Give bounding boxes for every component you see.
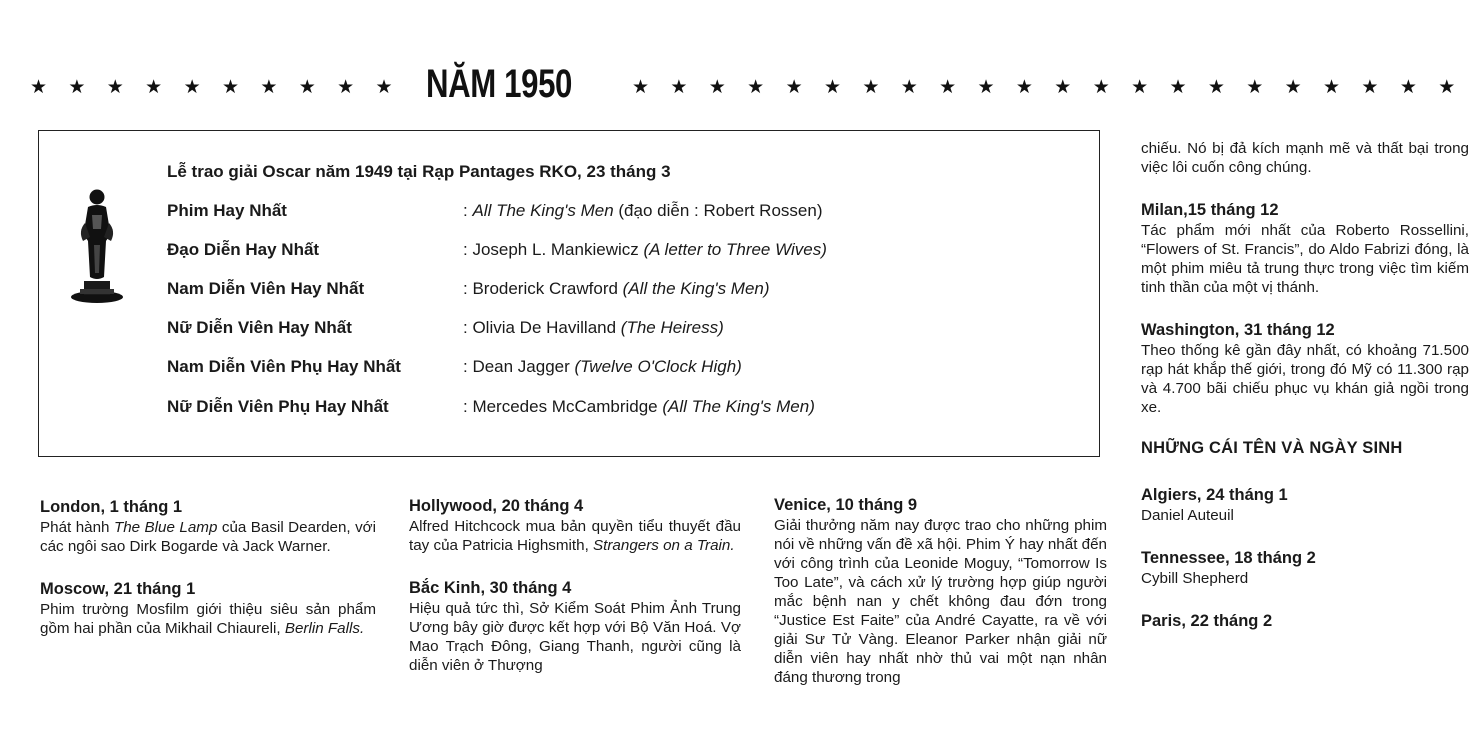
- award-category: Nam Diễn Viên Hay Nhất: [167, 279, 365, 298]
- stars-left-decoration: [30, 78, 414, 97]
- entry-heading: Venice, 10 tháng 9: [774, 496, 918, 514]
- star-icon: ★: [221, 77, 239, 98]
- star-icon: ★: [785, 77, 803, 98]
- award-category: Nữ Diễn Viên Phụ Hay Nhất: [167, 397, 389, 416]
- star-icon: ★: [1438, 77, 1456, 98]
- entry-heading: Bắc Kinh, 30 tháng 4: [409, 579, 572, 597]
- entry-body: Phát hành The Blue Lamp của Basil Dearden, với các ngôi sao Dirk Bogarde và Jack Warner.: [40, 519, 377, 555]
- star-icon: ★: [939, 77, 957, 98]
- news-entry: [40, 496, 376, 556]
- star-icon: ★: [1015, 77, 1033, 98]
- award-winner: : Mercedes McCambridge (All The King's Men): [463, 397, 815, 416]
- star-icon: ★: [1054, 77, 1072, 98]
- entry-heading: Hollywood, 20 tháng 4: [409, 497, 584, 515]
- news-entry: [40, 578, 376, 638]
- star-icon: ★: [337, 77, 355, 98]
- star-icon: ★: [1399, 77, 1417, 98]
- entry-heading: Washington, 31 tháng 12: [1141, 321, 1335, 339]
- star-icon: ★: [977, 77, 995, 98]
- star-icon: ★: [900, 77, 918, 98]
- column-1: [40, 496, 376, 660]
- award-winner: : All The King's Men (đạo diễn : Robert Rossen): [463, 201, 823, 220]
- entry-heading: Algiers, 24 tháng 1: [1141, 486, 1288, 504]
- star-icon: ★: [30, 77, 48, 98]
- star-icon: ★: [145, 77, 163, 98]
- star-icon: ★: [183, 77, 201, 98]
- column-2: [409, 495, 741, 697]
- news-entry: [774, 494, 1107, 687]
- news-entry: [1141, 199, 1469, 297]
- entry-body: chiếu. Nó bị đả kích mạnh mẽ và thất bại trong việc lôi cuốn công chúng.: [1141, 140, 1469, 176]
- star-icon: ★: [670, 77, 688, 98]
- award-category: Đạo Diễn Hay Nhất: [167, 240, 320, 259]
- oscar-statuette-icon: [66, 185, 128, 305]
- stars-right-decoration: [632, 78, 1477, 97]
- award-winner: : Broderick Crawford (All the King's Men): [463, 279, 770, 298]
- entry-body: Theo thống kê gần đây nhất, có khoảng 71.500 rạp hát khắp thế giới, trong đó Mỹ có 11.300 rạp và 4.700 bãi chiếu phục vụ khán giả ngồi trong xe.: [1141, 342, 1469, 416]
- award-category: Nam Diễn Viên Phụ Hay Nhất: [167, 357, 401, 376]
- entry-body: Tác phẩm mới nhất của Roberto Rossellini, “Flowers of St. Francis”, do Aldo Fabrizi đóng, là một phim miêu tả trung thực trong việc tìm kiếm tinh thần của một vị thánh.: [1141, 222, 1469, 296]
- star-icon: ★: [1246, 77, 1264, 98]
- entry-body: Hiệu quả tức thì, Sở Kiểm Soát Phim Ảnh Trung Ương bây giờ được kết hợp với Bộ Văn Hoá. Vợ Mao Trạch Đông, Giang Thanh, người cũng là diễn viên ở Thượng: [409, 600, 741, 674]
- star-icon: ★: [1092, 77, 1110, 98]
- entry-heading: Tennessee, 18 tháng 2: [1141, 549, 1316, 567]
- entry-heading: Moscow, 21 tháng 1: [40, 580, 196, 598]
- star-icon: ★: [1207, 77, 1225, 98]
- news-entry: [1141, 547, 1469, 588]
- column-4: [1141, 139, 1469, 654]
- star-icon: ★: [1131, 77, 1149, 98]
- news-entry: [409, 577, 741, 675]
- awards-title: Lễ trao giải Oscar năm 1949 tại Rạp Pantages RKO, 23 tháng 3: [167, 162, 671, 181]
- star-icon: ★: [260, 77, 278, 98]
- award-winner: : Dean Jagger (Twelve O'Clock High): [463, 357, 742, 376]
- star-icon: ★: [823, 77, 841, 98]
- star-icon: ★: [1361, 77, 1379, 98]
- star-icon: ★: [1323, 77, 1341, 98]
- award-category: Phim Hay Nhất: [167, 201, 287, 220]
- news-entry: [1141, 139, 1469, 177]
- star-icon: ★: [632, 77, 650, 98]
- entry-body: Phim trường Mosfilm giới thiệu siêu sản phẩm gồm hai phần của Mikhail Chiaureli, Berlin Falls.: [40, 601, 376, 637]
- entry-heading: London, 1 tháng 1: [40, 498, 183, 516]
- entry-body: Daniel Auteuil: [1141, 507, 1234, 524]
- column-3: [774, 494, 1107, 709]
- entry-heading: Paris, 22 tháng 2: [1141, 612, 1273, 630]
- news-entry: [1141, 319, 1469, 417]
- news-entry: [409, 495, 741, 555]
- star-icon: ★: [747, 77, 765, 98]
- entry-body: Cybill Shepherd: [1141, 570, 1249, 587]
- births-section-heading: NHỮNG CÁI TÊN VÀ NGÀY SINH: [1141, 439, 1403, 457]
- award-category: Nữ Diễn Viên Hay Nhất: [167, 318, 352, 337]
- star-icon: ★: [298, 77, 316, 98]
- star-icon: ★: [375, 77, 393, 98]
- star-icon: ★: [68, 77, 86, 98]
- entry-body: Giải thưởng năm nay được trao cho những phim nói về những vấn đề xã hội. Phim Ý hay nhất đến với công trình của Leonide Moguy, “Tomorrow Is Too Late”, và cách xử lý trường hợp giúp người mắc bệnh nan y chết không đau đớn trong “Justice Est Faite” của André Cayatte, ra về với giải Sư Tử Vàng. Eleanor Parker nhận giải nữ diễn viên hay nhất nhờ thủ vai một nạn nhân đáng thương trong: [774, 517, 1107, 686]
- star-icon: ★: [708, 77, 726, 98]
- star-icon: ★: [1284, 77, 1302, 98]
- news-entry: [1141, 484, 1469, 525]
- star-icon: ★: [862, 77, 880, 98]
- news-entry: [1141, 610, 1469, 632]
- award-winner: : Joseph L. Mankiewicz (A letter to Three Wives): [463, 240, 827, 259]
- entry-heading: Milan,15 tháng 12: [1141, 201, 1279, 219]
- star-icon: ★: [1169, 77, 1187, 98]
- page-title: NĂM 1950: [426, 62, 573, 106]
- award-winner: : Olivia De Havilland (The Heiress): [463, 318, 724, 337]
- star-icon: ★: [106, 77, 124, 98]
- entry-body: Alfred Hitchcock mua bản quyền tiểu thuyết đầu tay của Patricia Highsmith, Strangers on a Train.: [409, 518, 741, 554]
